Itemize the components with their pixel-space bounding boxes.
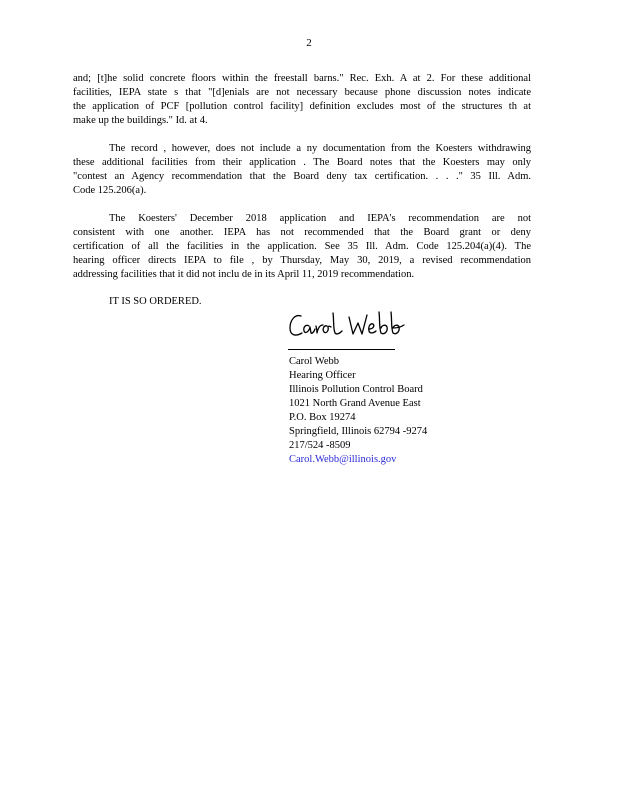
text-line: "contest an Agency recommendation that the Board deny tax certification. . . ." 35 Ill. Adm. [73, 171, 531, 182]
page-number: 2 [306, 37, 312, 49]
organization: Illinois Pollution Control Board [289, 384, 423, 395]
po-box: P.O. Box 19274 [289, 412, 356, 423]
text-line: certification of all the facilities in the application. See 35 Ill. Adm. Code 125.204(a)(4). The [73, 241, 531, 252]
text-line: these additional facilities from their application . The Board notes that the Koesters may only [73, 157, 531, 168]
text-line: the application of PCF [pollution control facility] definition excludes most of the structures th at [73, 101, 531, 112]
handwritten-signature [287, 308, 417, 344]
text-line: facilities, IEPA state s that "[d]enials are not necessary because phone discussion notes indicate [73, 87, 531, 98]
text-line: and; [t]he solid concrete floors within the freestall barns." Rec. Exh. A at 2. For these additional [73, 73, 531, 84]
email-link[interactable]: Carol.Webb@illinois.gov [289, 454, 397, 465]
street-address: 1021 North Grand Avenue East [289, 398, 421, 409]
paragraph-record [73, 142, 531, 198]
signer-name: Carol Webb [289, 356, 339, 367]
closing-statement: IT IS SO ORDERED. [109, 296, 202, 307]
text-line: consistent with one another. IEPA has not recommended that the Board grant or deny [73, 227, 531, 238]
text-line: make up the buildings." Id. at 4. [73, 115, 208, 126]
phone-number: 217/524 -8509 [289, 440, 351, 451]
paragraph-facilities [73, 72, 531, 128]
city-state-zip: Springfield, Illinois 62794 -9274 [289, 426, 428, 437]
signature-line [288, 349, 395, 350]
signature-block [289, 355, 427, 467]
text-line: hearing officer directs IEPA to file , by Thursday, May 30, 2019, a revised recommendation [73, 255, 531, 266]
paragraph-directive [73, 212, 531, 282]
text-line: The Koesters' December 2018 application and IEPA's recommendation are not [109, 213, 531, 224]
signer-title: Hearing Officer [289, 370, 356, 381]
text-line: The record , however, does not include a ny documentation from the Koesters withdrawing [109, 143, 531, 154]
text-line: addressing facilities that it did not inclu de in its April 11, 2019 recommendation. [73, 269, 415, 280]
text-line: Code 125.206(a). [73, 185, 147, 196]
